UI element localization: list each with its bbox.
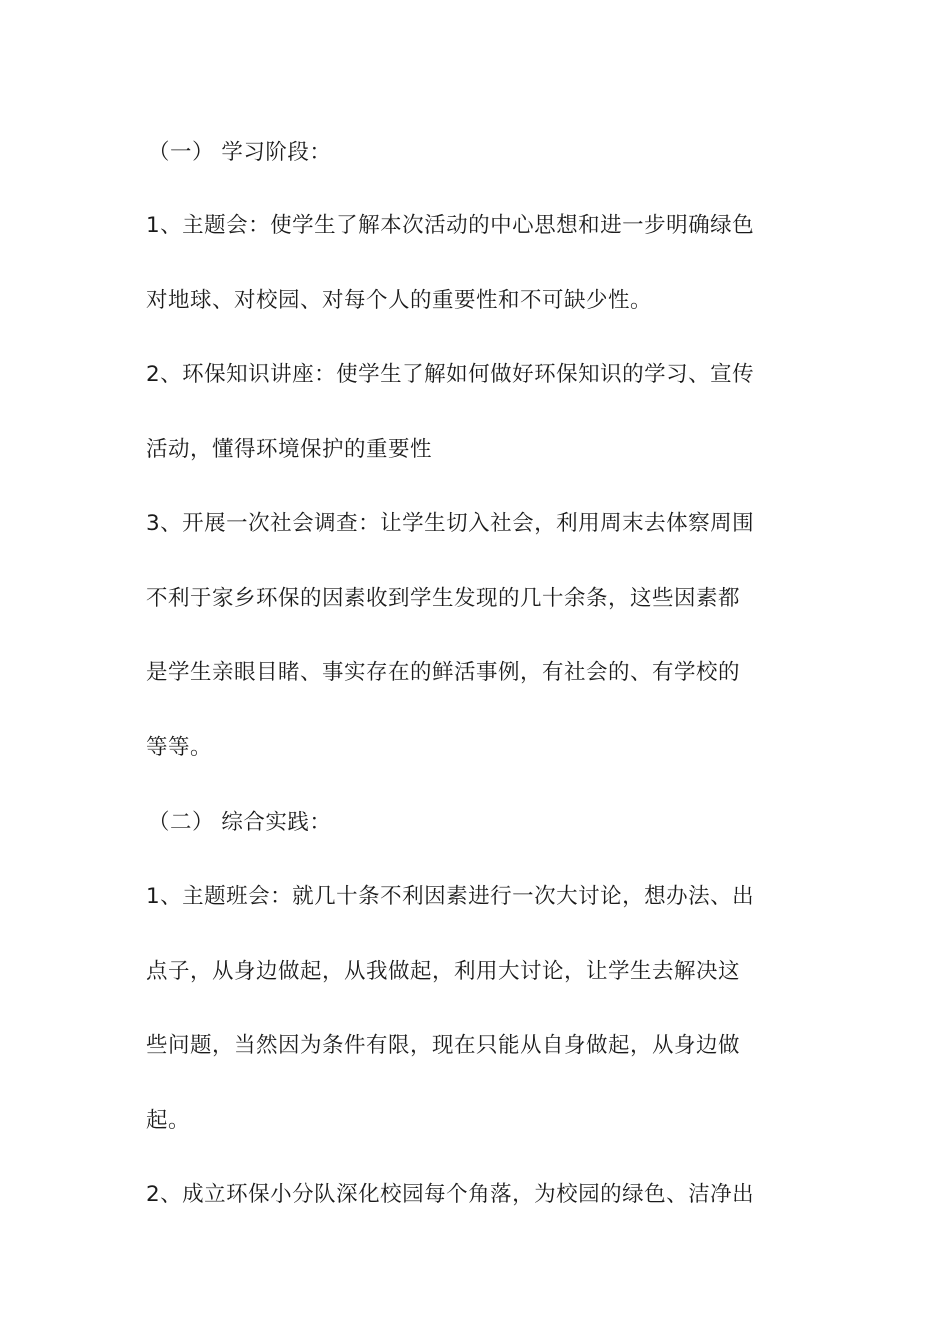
paragraph-line: 活动，懂得环境保护的重要性 <box>146 437 433 462</box>
section-heading-practice: （二） 综合实践： <box>148 810 332 835</box>
paragraph-line: 不利于家乡环保的因素收到学生发现的几十余条，这些因素都 <box>146 586 741 611</box>
section-heading-study-stage: （一） 学习阶段： <box>148 140 332 165</box>
paragraph-line: 是学生亲眼目睹、事实存在的鲜活事例，有社会的、有学校的 <box>146 660 741 685</box>
paragraph-line: 3、开展一次社会调查：让学生切入社会，利用周末去体察周围 <box>146 511 755 536</box>
paragraph-line: 些问题，当然因为条件有限，现在只能从自身做起，从身边做 <box>146 1033 741 1058</box>
paragraph-line: 起。 <box>146 1108 191 1133</box>
paragraph-line: 点子，从身边做起，从我做起，利用大讨论，让学生去解决这 <box>146 959 741 984</box>
paragraph-line: 2、成立环保小分队深化校园每个角落，为校园的绿色、洁净出 <box>146 1182 755 1207</box>
paragraph-line: 2、环保知识讲座：使学生了解如何做好环保知识的学习、宣传 <box>146 362 755 387</box>
paragraph-line: 等等。 <box>146 735 213 760</box>
paragraph-line: 1、主题会：使学生了解本次活动的中心思想和进一步明确绿色 <box>146 213 755 238</box>
paragraph-line: 对地球、对校园、对每个人的重要性和不可缺少性。 <box>146 288 653 313</box>
paragraph-line: 1、主题班会：就几十条不利因素进行一次大讨论，想办法、出 <box>146 884 755 909</box>
